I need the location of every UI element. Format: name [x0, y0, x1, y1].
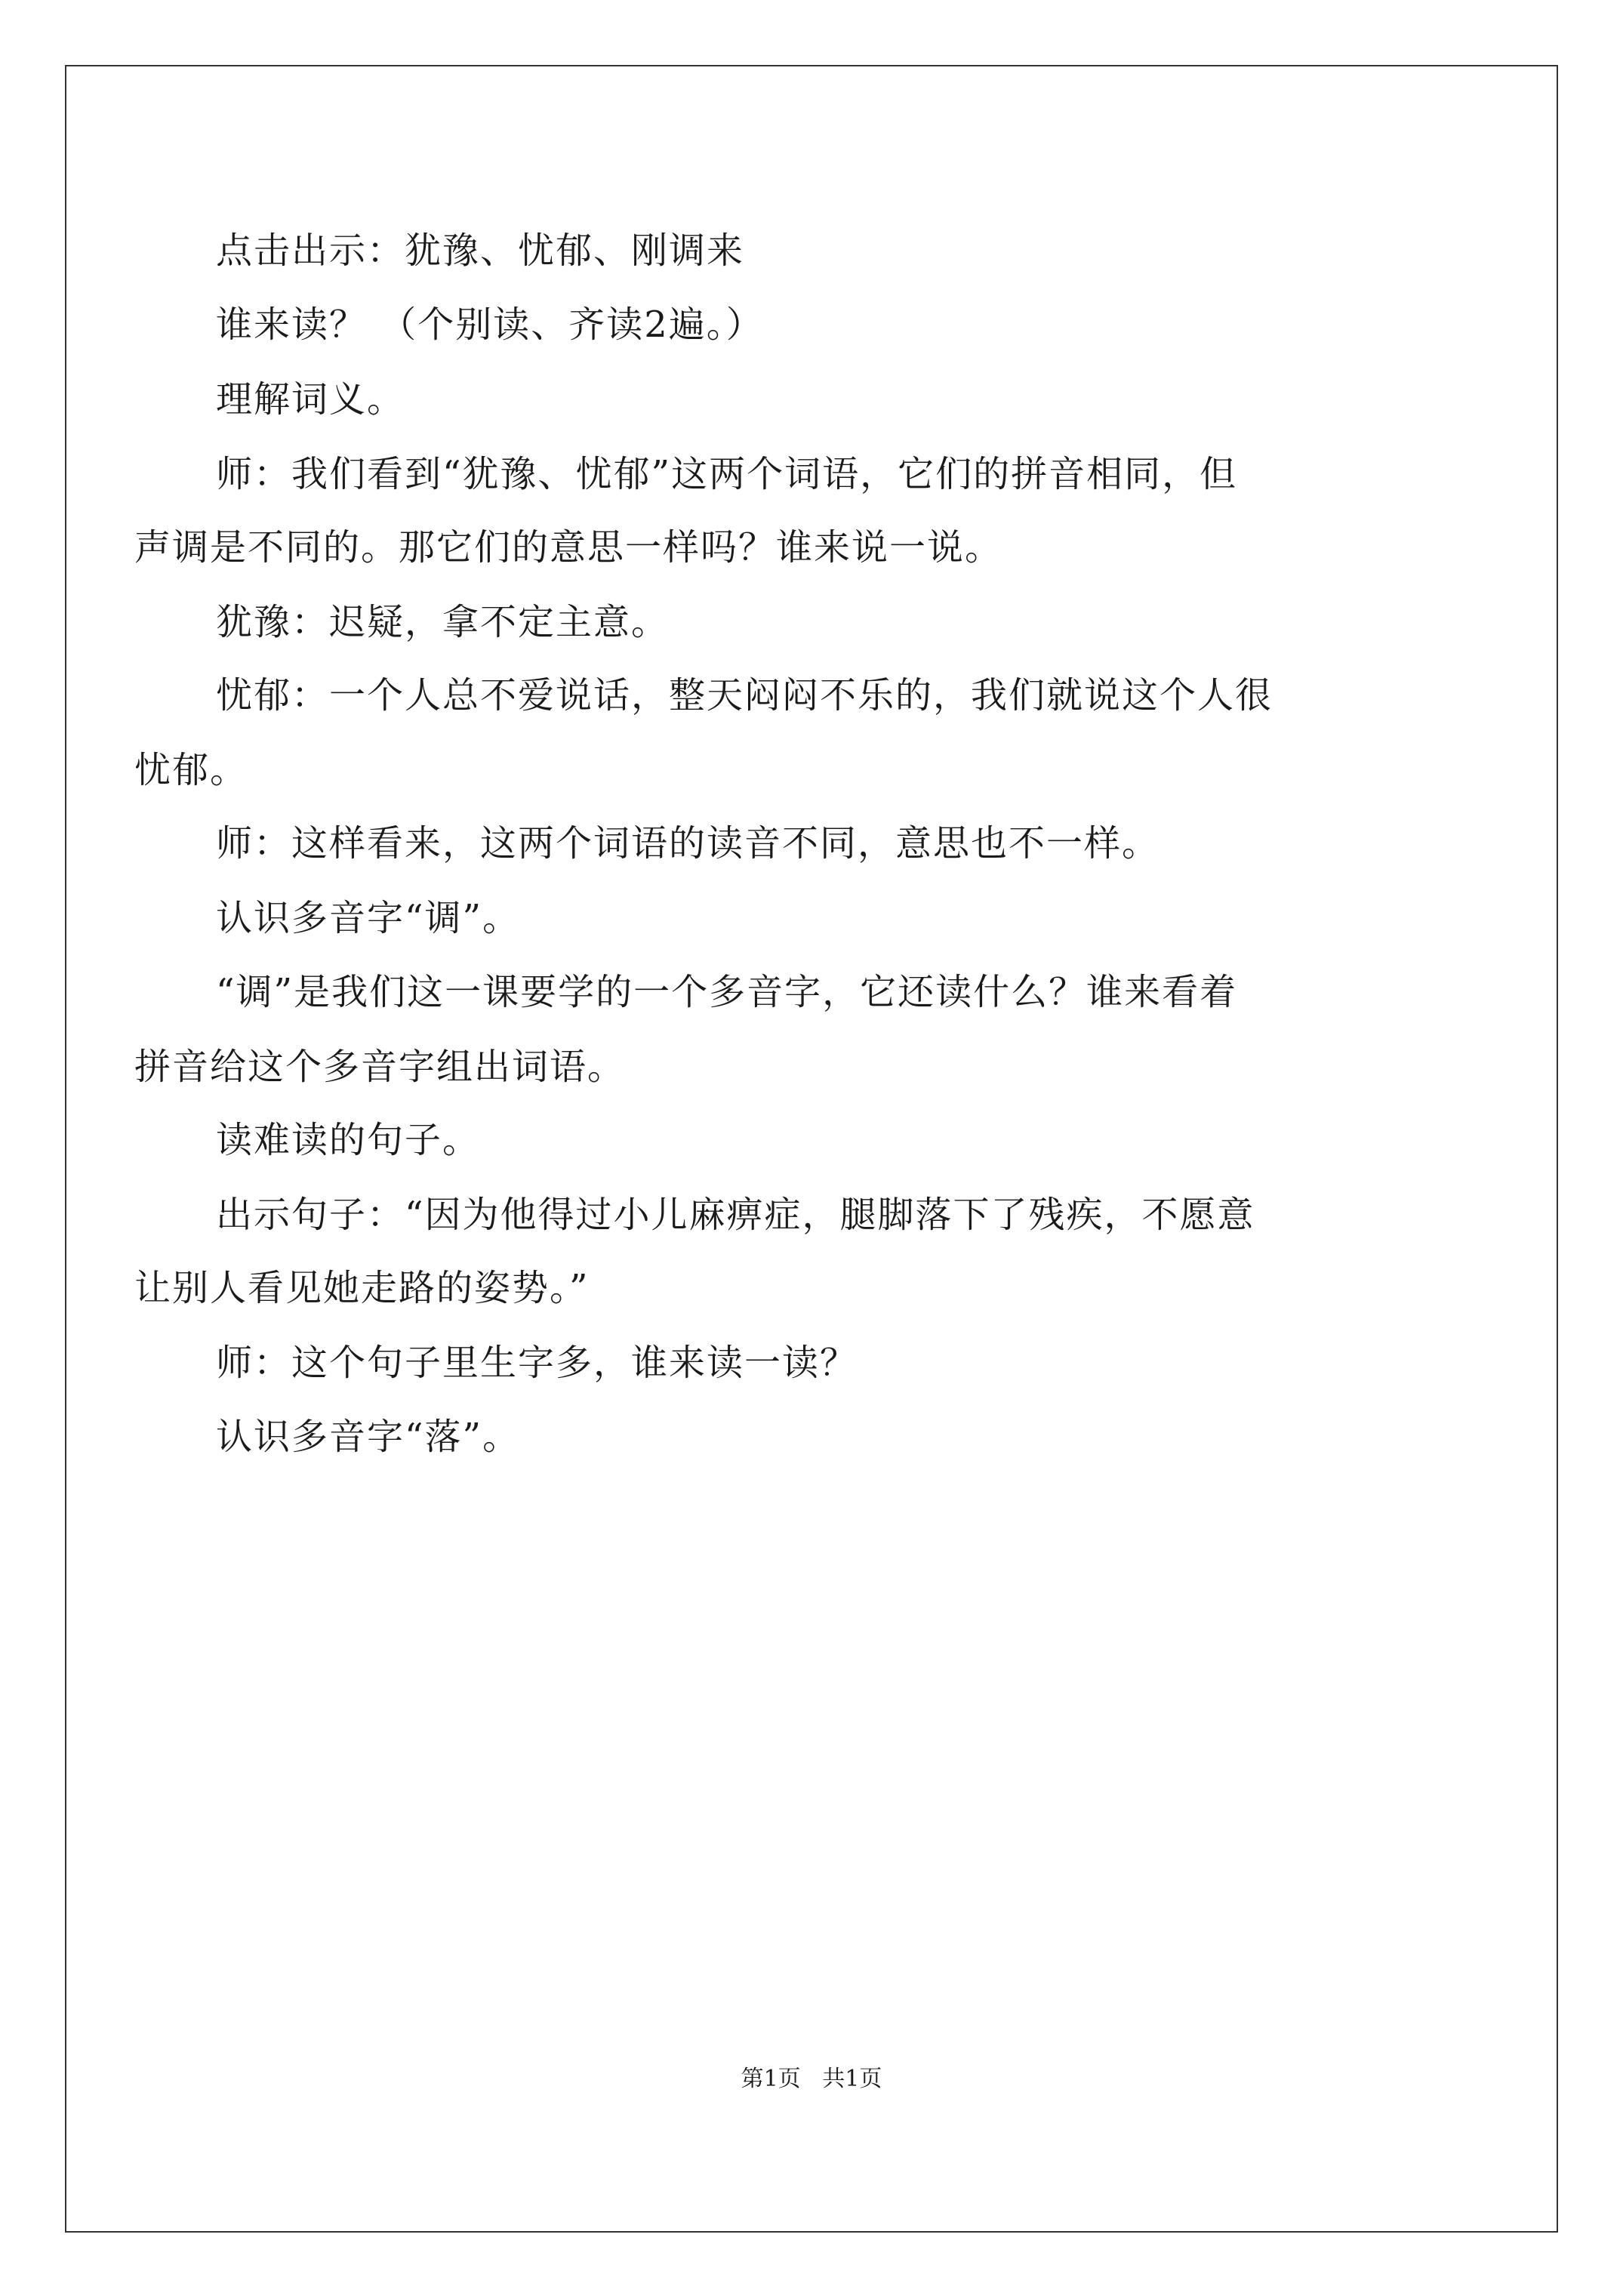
paragraph-line: 犹豫：迟疑，拿不定主意。 [216, 601, 670, 643]
paragraph-line: 声调是不同的。那它们的意思一样吗？谁来说一说。 [134, 526, 1003, 569]
paragraph-line: “调”是我们这一课要学的一个多音字，它还读什么？谁来看着 [216, 971, 1238, 1013]
paragraph-line: 点击出示：犹豫、忧郁、刚调来 [216, 230, 745, 272]
paragraph-line: 让别人看见她走路的姿势。” [134, 1267, 590, 1309]
paragraph-line: 谁来读？ （个别读、齐读2遍。） [216, 304, 764, 346]
paragraph-line: 认识多音字“调”。 [216, 897, 521, 939]
paragraph-line: 理解词义。 [216, 378, 405, 421]
paragraph-line: 读难读的句子。 [216, 1119, 481, 1161]
paragraph-line: 师：这个句子里生字多，谁来读一读？ [216, 1342, 858, 1384]
paragraph-line: 拼音给这个多音字组出词语。 [134, 1046, 626, 1088]
paragraph-line: 师：这样看来，这两个词语的读音不同，意思也不一样。 [216, 822, 1160, 864]
paragraph-line: 忧郁。 [134, 749, 248, 791]
paragraph-line: 忧郁：一个人总不爱说话，整天闷闷不乐的，我们就说这个人很 [216, 674, 1273, 717]
page-footer: 第1页 共1页 [741, 2066, 882, 2092]
paragraph-line: 出示句子：“因为他得过小儿麻痹症，腿脚落下了残疾，不愿意 [216, 1194, 1255, 1236]
paragraph-line: 师：我们看到“犹豫、忧郁”这两个词语，它们的拼音相同，但 [216, 453, 1238, 495]
paragraph-line: 认识多音字“落”。 [216, 1416, 521, 1458]
